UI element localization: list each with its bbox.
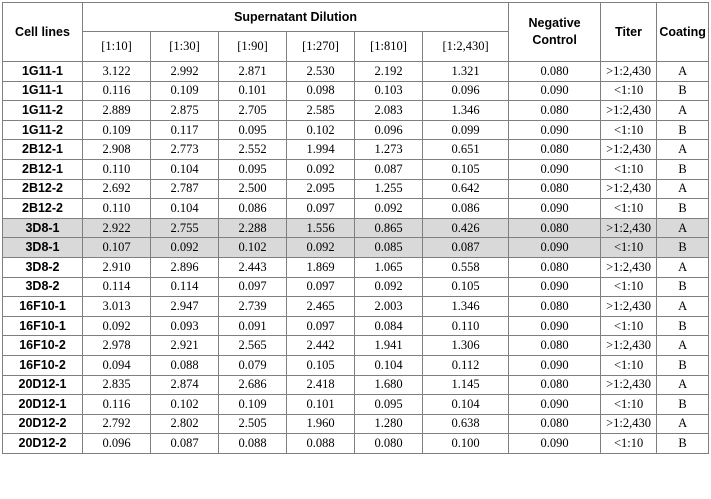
dilution-value: 0.092 <box>151 238 219 258</box>
coating-value: B <box>657 120 709 140</box>
table-body <box>3 62 709 454</box>
col-header-titer: Titer <box>601 3 657 62</box>
coating-value: A <box>657 140 709 160</box>
titer-value: <1:10 <box>601 277 657 297</box>
negative-control-value: 0.090 <box>509 316 601 336</box>
coating-value: B <box>657 355 709 375</box>
negative-control-value: 0.080 <box>509 179 601 199</box>
dilution-value: 2.552 <box>219 140 287 160</box>
dilution-value: 0.086 <box>219 199 287 219</box>
coating-value: A <box>657 218 709 238</box>
cell-line-name: 1G11-2 <box>3 120 83 140</box>
dilution-value: 0.079 <box>219 355 287 375</box>
dilution-value: 2.500 <box>219 179 287 199</box>
dilution-value: 0.087 <box>151 434 219 454</box>
negative-control-value: 0.080 <box>509 297 601 317</box>
dilution-value: 1.255 <box>355 179 423 199</box>
dilution-value: 0.104 <box>423 395 509 415</box>
dilution-value: 0.101 <box>287 395 355 415</box>
dilution-value: 0.117 <box>151 120 219 140</box>
dilution-value: 1.346 <box>423 101 509 121</box>
dilution-value: 2.288 <box>219 218 287 238</box>
dilution-value: 1.306 <box>423 336 509 356</box>
col-header-dilution-5: [1:810] <box>355 32 423 62</box>
dilution-value: 2.442 <box>287 336 355 356</box>
titer-value: >1:2,430 <box>601 101 657 121</box>
dilution-value: 0.091 <box>219 316 287 336</box>
dilution-value: 2.083 <box>355 101 423 121</box>
cell-line-name: 3D8-2 <box>3 257 83 277</box>
table-row <box>3 81 709 101</box>
titer-value: <1:10 <box>601 316 657 336</box>
dilution-value: 0.086 <box>423 199 509 219</box>
col-header-dilution-4: [1:270] <box>287 32 355 62</box>
dilution-value: 0.651 <box>423 140 509 160</box>
dilution-value: 1.280 <box>355 414 423 434</box>
titer-value: >1:2,430 <box>601 218 657 238</box>
cell-line-name: 16F10-2 <box>3 355 83 375</box>
dilution-value: 0.092 <box>287 159 355 179</box>
table-row <box>3 257 709 277</box>
dilution-value: 0.093 <box>151 316 219 336</box>
table-row <box>3 434 709 454</box>
dilution-value: 0.107 <box>83 238 151 258</box>
col-header-cell-lines: Cell lines <box>3 3 83 62</box>
cell-line-name: 2B12-1 <box>3 140 83 160</box>
cell-line-name: 20D12-2 <box>3 414 83 434</box>
dilution-value: 0.109 <box>219 395 287 415</box>
col-header-dilution-2: [1:30] <box>151 32 219 62</box>
dilution-value: 2.465 <box>287 297 355 317</box>
dilution-value: 0.116 <box>83 395 151 415</box>
cell-line-name: 1G11-1 <box>3 62 83 82</box>
titer-value: >1:2,430 <box>601 62 657 82</box>
col-header-dilution-3: [1:90] <box>219 32 287 62</box>
dilution-value: 0.558 <box>423 257 509 277</box>
titer-value: <1:10 <box>601 238 657 258</box>
dilution-value: 1.869 <box>287 257 355 277</box>
titer-value: >1:2,430 <box>601 375 657 395</box>
dilution-value: 0.114 <box>151 277 219 297</box>
dilution-value: 2.947 <box>151 297 219 317</box>
dilution-value: 2.787 <box>151 179 219 199</box>
negative-control-value: 0.090 <box>509 81 601 101</box>
dilution-value: 2.192 <box>355 62 423 82</box>
coating-value: B <box>657 199 709 219</box>
table-row <box>3 277 709 297</box>
titer-value: >1:2,430 <box>601 336 657 356</box>
dilution-value: 2.802 <box>151 414 219 434</box>
dilution-value: 0.097 <box>287 277 355 297</box>
dilution-value: 0.095 <box>219 159 287 179</box>
dilution-value: 0.092 <box>83 316 151 336</box>
dilution-value: 2.992 <box>151 62 219 82</box>
table-header <box>3 3 709 62</box>
table-row <box>3 140 709 160</box>
dilution-value: 2.835 <box>83 375 151 395</box>
negative-control-value: 0.080 <box>509 375 601 395</box>
dilution-value: 0.099 <box>423 120 509 140</box>
coating-value: A <box>657 62 709 82</box>
dilution-value: 2.889 <box>83 101 151 121</box>
negative-control-value: 0.080 <box>509 218 601 238</box>
dilution-value: 2.739 <box>219 297 287 317</box>
dilution-value: 2.692 <box>83 179 151 199</box>
negative-control-value: 0.090 <box>509 395 601 415</box>
dilution-value: 0.095 <box>355 395 423 415</box>
coating-value: B <box>657 434 709 454</box>
table-row <box>3 336 709 356</box>
dilution-value: 1.145 <box>423 375 509 395</box>
dilution-value: 0.102 <box>151 395 219 415</box>
dilution-value: 2.874 <box>151 375 219 395</box>
dilution-value: 0.097 <box>287 199 355 219</box>
negative-control-value: 0.080 <box>509 140 601 160</box>
coating-value: A <box>657 336 709 356</box>
cell-line-name: 2B12-2 <box>3 179 83 199</box>
dilution-value: 0.109 <box>151 81 219 101</box>
coating-value: A <box>657 297 709 317</box>
titer-value: <1:10 <box>601 434 657 454</box>
dilution-value: 0.114 <box>83 277 151 297</box>
dilution-value: 2.095 <box>287 179 355 199</box>
dilution-value: 2.773 <box>151 140 219 160</box>
negative-control-value: 0.080 <box>509 414 601 434</box>
dilution-value: 0.096 <box>83 434 151 454</box>
dilution-value: 0.085 <box>355 238 423 258</box>
dilution-value: 0.104 <box>151 199 219 219</box>
cell-line-name: 16F10-1 <box>3 297 83 317</box>
dilution-value: 0.095 <box>219 120 287 140</box>
dilution-value: 0.092 <box>355 277 423 297</box>
dilution-value: 1.941 <box>355 336 423 356</box>
dilution-value: 0.080 <box>355 434 423 454</box>
dilution-value: 2.978 <box>83 336 151 356</box>
titer-value: >1:2,430 <box>601 140 657 160</box>
negative-control-value: 0.080 <box>509 101 601 121</box>
cell-line-name: 20D12-1 <box>3 375 83 395</box>
cell-line-name: 3D8-1 <box>3 218 83 238</box>
table-row <box>3 414 709 434</box>
cell-line-name: 1G11-2 <box>3 101 83 121</box>
dilution-value: 0.110 <box>83 159 151 179</box>
coating-value: B <box>657 277 709 297</box>
titer-value: <1:10 <box>601 395 657 415</box>
titer-value: <1:10 <box>601 81 657 101</box>
titer-value: <1:10 <box>601 199 657 219</box>
dilution-value: 0.426 <box>423 218 509 238</box>
dilution-value: 0.092 <box>355 199 423 219</box>
col-header-supernatant-dilution: Supernatant Dilution <box>83 3 509 32</box>
dilution-value: 0.102 <box>287 120 355 140</box>
dilution-value: 2.530 <box>287 62 355 82</box>
cell-line-name: 3D8-1 <box>3 238 83 258</box>
dilution-value: 0.097 <box>287 316 355 336</box>
cell-line-name: 2B12-1 <box>3 159 83 179</box>
table-row <box>3 395 709 415</box>
titer-value: <1:10 <box>601 159 657 179</box>
dilution-value: 0.109 <box>83 120 151 140</box>
dilution-value: 0.104 <box>355 355 423 375</box>
coating-value: A <box>657 375 709 395</box>
dilution-value: 0.112 <box>423 355 509 375</box>
dilution-value: 0.088 <box>151 355 219 375</box>
dilution-value: 0.102 <box>219 238 287 258</box>
results-table-container <box>2 2 708 454</box>
coating-value: A <box>657 257 709 277</box>
dilution-value: 2.755 <box>151 218 219 238</box>
dilution-value: 0.098 <box>287 81 355 101</box>
dilution-value: 2.792 <box>83 414 151 434</box>
dilution-value: 2.705 <box>219 101 287 121</box>
cell-line-name: 16F10-1 <box>3 316 83 336</box>
dilution-value: 0.092 <box>287 238 355 258</box>
dilution-value: 2.585 <box>287 101 355 121</box>
negative-control-value: 0.090 <box>509 277 601 297</box>
col-header-coating: Coating <box>657 3 709 62</box>
table-row <box>3 179 709 199</box>
elisa-results-table <box>2 2 709 454</box>
negative-control-value: 0.090 <box>509 199 601 219</box>
dilution-value: 3.013 <box>83 297 151 317</box>
coating-value: B <box>657 81 709 101</box>
dilution-value: 0.105 <box>423 159 509 179</box>
table-row <box>3 218 709 238</box>
coating-value: B <box>657 238 709 258</box>
coating-value: A <box>657 101 709 121</box>
dilution-value: 1.680 <box>355 375 423 395</box>
table-row <box>3 101 709 121</box>
dilution-value: 2.921 <box>151 336 219 356</box>
dilution-value: 2.505 <box>219 414 287 434</box>
table-row <box>3 159 709 179</box>
dilution-value: 3.122 <box>83 62 151 82</box>
cell-line-name: 20D12-2 <box>3 434 83 454</box>
dilution-value: 2.910 <box>83 257 151 277</box>
cell-line-name: 16F10-2 <box>3 336 83 356</box>
dilution-value: 0.110 <box>423 316 509 336</box>
coating-value: B <box>657 395 709 415</box>
negative-control-value: 0.090 <box>509 434 601 454</box>
dilution-value: 1.321 <box>423 62 509 82</box>
titer-value: >1:2,430 <box>601 297 657 317</box>
dilution-value: 2.871 <box>219 62 287 82</box>
dilution-value: 0.116 <box>83 81 151 101</box>
negative-control-value: 0.090 <box>509 238 601 258</box>
titer-value: >1:2,430 <box>601 257 657 277</box>
dilution-value: 0.101 <box>219 81 287 101</box>
dilution-value: 2.875 <box>151 101 219 121</box>
dilution-value: 0.088 <box>219 434 287 454</box>
col-header-negative-control: Negative Control <box>509 3 601 62</box>
dilution-value: 0.110 <box>83 199 151 219</box>
coating-value: B <box>657 159 709 179</box>
coating-value: B <box>657 316 709 336</box>
table-row <box>3 238 709 258</box>
dilution-value: 0.087 <box>423 238 509 258</box>
dilution-value: 0.094 <box>83 355 151 375</box>
dilution-value: 1.994 <box>287 140 355 160</box>
cell-line-name: 2B12-2 <box>3 199 83 219</box>
dilution-value: 0.638 <box>423 414 509 434</box>
coating-value: A <box>657 414 709 434</box>
dilution-value: 0.103 <box>355 81 423 101</box>
col-header-dilution-1: [1:10] <box>83 32 151 62</box>
dilution-value: 2.922 <box>83 218 151 238</box>
dilution-value: 1.273 <box>355 140 423 160</box>
titer-value: >1:2,430 <box>601 414 657 434</box>
dilution-value: 0.105 <box>287 355 355 375</box>
dilution-value: 0.087 <box>355 159 423 179</box>
dilution-value: 0.096 <box>423 81 509 101</box>
cell-line-name: 1G11-1 <box>3 81 83 101</box>
dilution-value: 0.088 <box>287 434 355 454</box>
negative-control-value: 0.090 <box>509 355 601 375</box>
dilution-value: 2.443 <box>219 257 287 277</box>
dilution-value: 1.346 <box>423 297 509 317</box>
table-row <box>3 297 709 317</box>
table-row <box>3 62 709 82</box>
dilution-value: 0.096 <box>355 120 423 140</box>
coating-value: A <box>657 179 709 199</box>
negative-control-value: 0.080 <box>509 257 601 277</box>
cell-line-name: 3D8-2 <box>3 277 83 297</box>
cell-line-name: 20D12-1 <box>3 395 83 415</box>
dilution-value: 2.565 <box>219 336 287 356</box>
dilution-value: 2.686 <box>219 375 287 395</box>
dilution-value: 0.097 <box>219 277 287 297</box>
col-header-dilution-6: [1:2,430] <box>423 32 509 62</box>
dilution-value: 2.003 <box>355 297 423 317</box>
dilution-value: 0.104 <box>151 159 219 179</box>
titer-value: >1:2,430 <box>601 179 657 199</box>
dilution-value: 0.642 <box>423 179 509 199</box>
titer-value: <1:10 <box>601 355 657 375</box>
negative-control-value: 0.080 <box>509 62 601 82</box>
dilution-value: 2.908 <box>83 140 151 160</box>
dilution-value: 2.896 <box>151 257 219 277</box>
table-row <box>3 355 709 375</box>
table-row <box>3 120 709 140</box>
negative-control-value: 0.090 <box>509 120 601 140</box>
table-row <box>3 316 709 336</box>
dilution-value: 0.105 <box>423 277 509 297</box>
dilution-value: 1.065 <box>355 257 423 277</box>
table-row <box>3 375 709 395</box>
dilution-value: 1.556 <box>287 218 355 238</box>
negative-control-value: 0.090 <box>509 159 601 179</box>
dilution-value: 0.865 <box>355 218 423 238</box>
negative-control-value: 0.080 <box>509 336 601 356</box>
dilution-value: 0.100 <box>423 434 509 454</box>
titer-value: <1:10 <box>601 120 657 140</box>
dilution-value: 0.084 <box>355 316 423 336</box>
table-row <box>3 199 709 219</box>
dilution-value: 1.960 <box>287 414 355 434</box>
dilution-value: 2.418 <box>287 375 355 395</box>
